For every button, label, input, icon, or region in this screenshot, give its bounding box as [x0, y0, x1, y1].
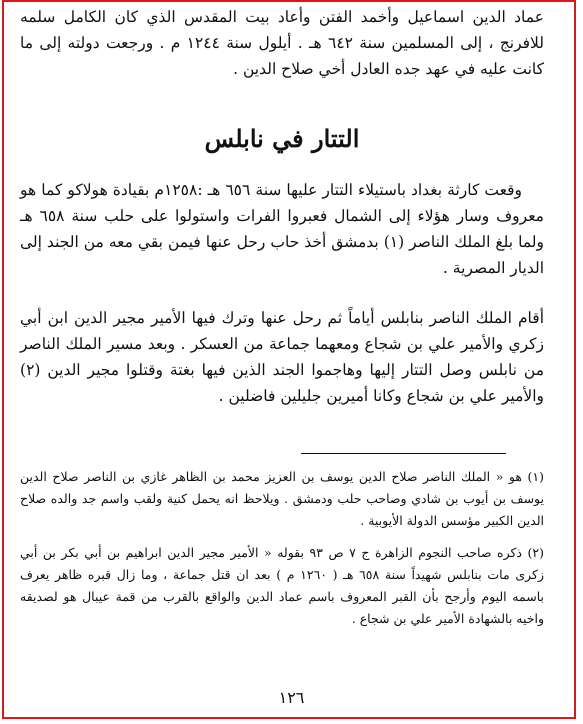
page-number: ١٢٦	[278, 688, 305, 707]
section-title: التتار في نابلس	[204, 124, 360, 153]
paragraph-gap	[20, 281, 544, 305]
intro-paragraph: عماد الدين اسماعيل وأخمد الفتن وأعاد بيت المقدس الذي كان الكامل سلمه للافرنج ، إلى المسلمين سنة ٦٤٢ هـ . أيلول سنة ١٢٤٤ م . ورجعت دولته إلى ما كانت عليه في عهد جده العادل أخي صلاح الدين .	[20, 8, 544, 78]
footnote-1: (١) هو « الملك الناصر صلاح الدين يوسف بن العزيز محمد بن الظاهر غازي بن الناصر صلاح الدين يوسف بن أيوب بن شادي وصاحب حلب ودمشق . ويلاحظ انه يحمل كنية ولقب واسم جد والده صلاح الدين الكبير مؤسس الدولة الأيوبية .	[20, 469, 544, 528]
footnote-gap	[20, 532, 544, 542]
footnote-divider	[301, 453, 506, 454]
paragraph-2: أقام الملك الناصر بنابلس أياماً ثم رحل عنها وترك فيها الأمير مجير الدين ابن أبي زكري والأمير علي بن شجاع ومعهما جماعة من العسكر . وبعد مسير الملك الناصر من نابلس وصل التتار إليها وهاجموا الجند الذين فيها بغتة وقتلوا مجير الدين (٢) والأمير علي بن شجاع وكانا أميرين جليلين فاضلين .	[20, 309, 544, 405]
footnote-2: (٢) ذكره صاحب النجوم الزاهرة ج ٧ ص ٩٣ بقوله « الأمير مجير الدين ابراهيم بن أبي بكر بن أبي زكرى مات بنابلس شهيداً سنة ٦٥٨ هـ ( ١٢٦٠ م ) بعد ان قتل جماعة ، وما زال قبره ظاهر يعرف باسمه اليوم وأرجح بأن القبر المعروف باسم عماد الدين والواقع بالقرب من قمة عيبال هو لصديقه واخيه بالشهادة الأمير علي بن شجاع .	[20, 545, 544, 626]
paragraph-1: وقعت كارثة بغداد باستيلاء التتار عليها سنة ٦٥٦ هـ :١٢٥٨م بقيادة هولاكو كما هو معروف وسار هؤلاء إلى الشمال فعبروا الفرات واستولوا على حلب سنة ٦٥٨ هـ ولما بلغ الملك الناصر (١) بدمشق أخذ حاب رحل عنها فيمن بقي معه من الجند إلى الديار المصرية .	[20, 181, 544, 277]
footnote-divider-wrap	[20, 453, 544, 454]
document-page	[20, 4, 544, 630]
